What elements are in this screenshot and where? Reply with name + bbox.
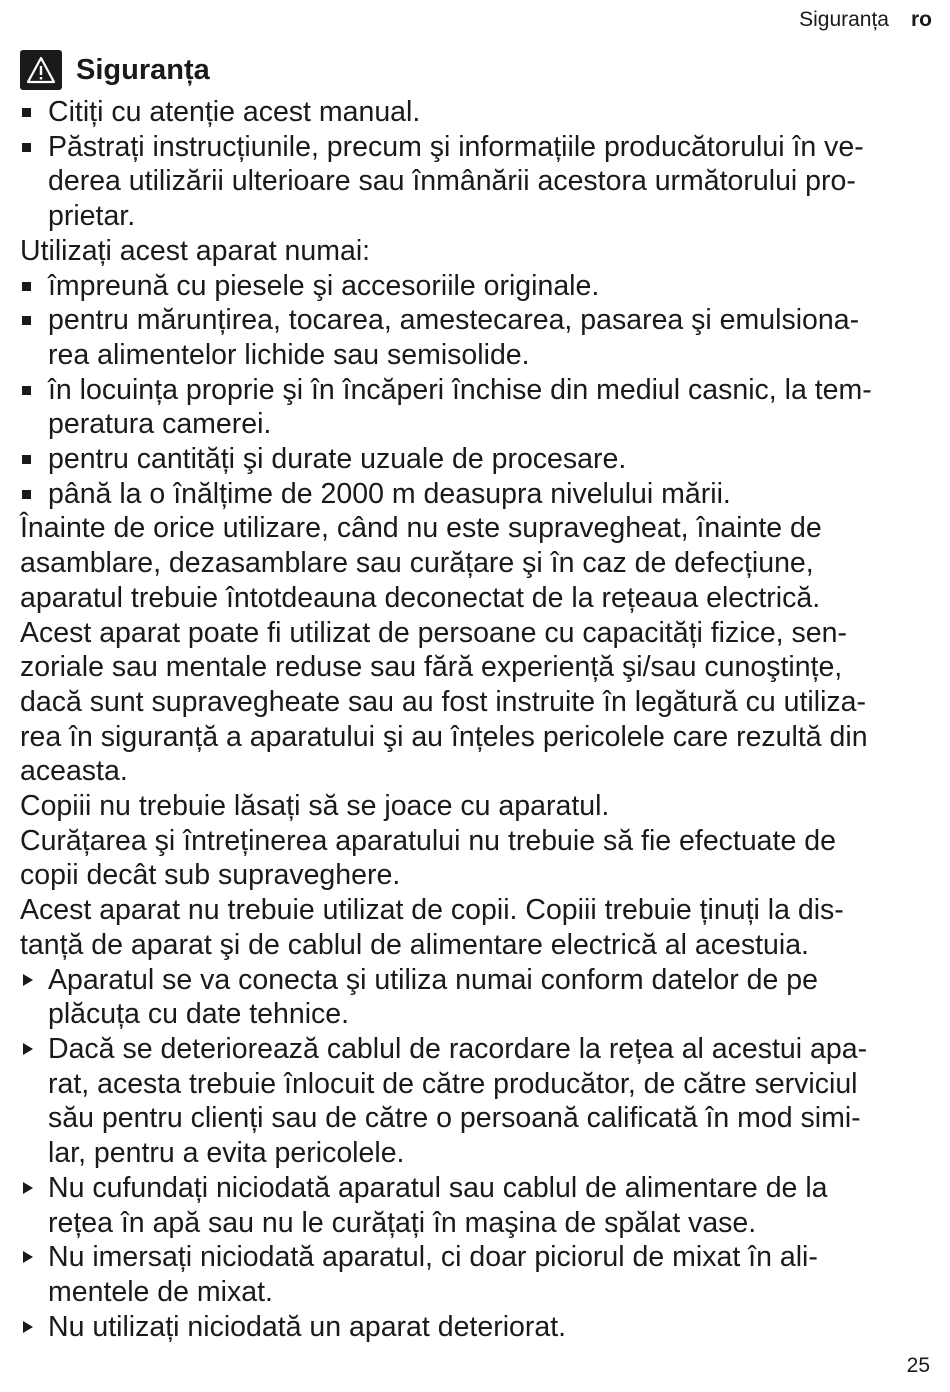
text-line: pentru mărunțirea, tocarea, amestecarea, pasarea şi emulsiona-: [48, 304, 860, 337]
text-line: rețea în apă sau nu le curățați în maşina de spălat vase.: [48, 1206, 757, 1239]
text-line: rat, acesta trebuie înlocuit de către producător, de către serviciul: [48, 1067, 858, 1100]
text-line: Dacă se deteriorează cablul de racordare la rețea al acestui apa-: [48, 1032, 868, 1065]
text-line: dacă sunt supravegheate sau au fost instruite în legătură cu utiliza-: [20, 685, 867, 718]
text-line: aceasta.: [20, 755, 128, 788]
section-heading: [20, 48, 932, 92]
text-line: Utilizați acest aparat numai:: [20, 234, 371, 267]
text-line: Nu utilizați niciodată un aparat deteriorat.: [48, 1310, 567, 1343]
text-line: împreună cu piesele şi accesoriile originale.: [48, 269, 600, 302]
paragraph: [20, 616, 932, 790]
header-section: Siguranța: [799, 8, 889, 31]
text-line: Nu cufundați niciodată aparatul sau cablul de alimentare de la: [48, 1171, 828, 1204]
text-line: plăcuța cu date tehnice.: [48, 998, 350, 1031]
text-line: Copiii nu trebuie lăsați să se joace cu aparatul.: [20, 790, 610, 823]
bullet-item: [20, 269, 932, 304]
paragraph: [20, 893, 932, 962]
text-line: său pentru clienți sau de către o persoană calificată în mod simi-: [48, 1102, 861, 1135]
text-line: Acest aparat poate fi utilizat de persoane cu capacități fizice, sen-: [20, 616, 847, 649]
text-line: lar, pentru a evita pericolele.: [48, 1137, 405, 1170]
paragraph: [20, 234, 932, 269]
text-line: până la o înălțime de 2000 m deasupra nivelului mării.: [48, 477, 731, 510]
page-title: Siguranța: [76, 53, 210, 86]
text-line: rea în siguranță a aparatului şi au înțeles pericolele care rezultă din: [20, 720, 868, 753]
text-line: pentru cantități şi durate uzuale de procesare.: [48, 443, 627, 476]
text-line: peratura camerei.: [48, 408, 272, 441]
text-line: Înainte de orice utilizare, când nu este supravegheat, înainte de: [20, 512, 822, 545]
paragraph: [20, 511, 932, 615]
running-header: [799, 8, 932, 32]
text-line: Păstrați instrucțiunile, precum şi informațiile producătorului în ve-: [48, 130, 864, 163]
bullet-item: [20, 95, 932, 130]
text-line: Acest aparat nu trebuie utilizat de copii. Copiii trebuie ținuți la dis-: [20, 894, 844, 927]
text-line: rea alimentelor lichide sau semisolide.: [48, 338, 530, 371]
page-number: 25: [906, 1354, 930, 1377]
text-line: prietar.: [48, 200, 136, 233]
text-line: derea utilizării ulterioare sau înmânării acestora următorului pro-: [48, 165, 856, 198]
text-line: copii decât sub supraveghere.: [20, 859, 401, 892]
action-item: [20, 1240, 932, 1309]
bullet-item: [20, 373, 932, 442]
text-line: în locuința proprie şi în încăperi închise din mediul casnic, la tem-: [48, 373, 872, 406]
text-line: Curățarea şi întreținerea aparatului nu trebuie să fie efectuate de: [20, 824, 836, 857]
text-line: Aparatul se va conecta şi utiliza numai conform datelor de pe: [48, 963, 818, 996]
paragraph: [20, 824, 932, 893]
action-item: [20, 1032, 932, 1171]
text-line: zoriale sau mentale reduse sau fără experiență şi/sau cunoştințe,: [20, 651, 843, 684]
bullet-item: [20, 130, 932, 234]
header-language: ro: [911, 8, 932, 31]
paragraph: [20, 789, 932, 824]
bullet-item: [20, 442, 932, 477]
bullet-item: [20, 303, 932, 372]
action-item: [20, 1171, 932, 1240]
text-line: aparatul trebuie întotdeauna deconectat de la rețeaua electrică.: [20, 581, 821, 614]
text-line: Citiți cu atenție acest manual.: [48, 96, 421, 128]
text-line: asamblare, dezasamblare sau curățare şi în caz de defecțiune,: [20, 547, 814, 580]
action-item: [20, 963, 932, 1032]
page-content: [20, 48, 932, 1344]
action-item: [20, 1310, 932, 1345]
warning-triangle-icon: [20, 50, 62, 90]
text-blocks: [20, 95, 932, 1344]
text-line: tanță de aparat şi de cablul de alimentare electrică al acestuia.: [20, 928, 809, 961]
bullet-item: [20, 477, 932, 512]
text-line: mentele de mixat.: [48, 1275, 273, 1308]
text-line: Nu imersați niciodată aparatul, ci doar piciorul de mixat în ali-: [48, 1241, 818, 1274]
